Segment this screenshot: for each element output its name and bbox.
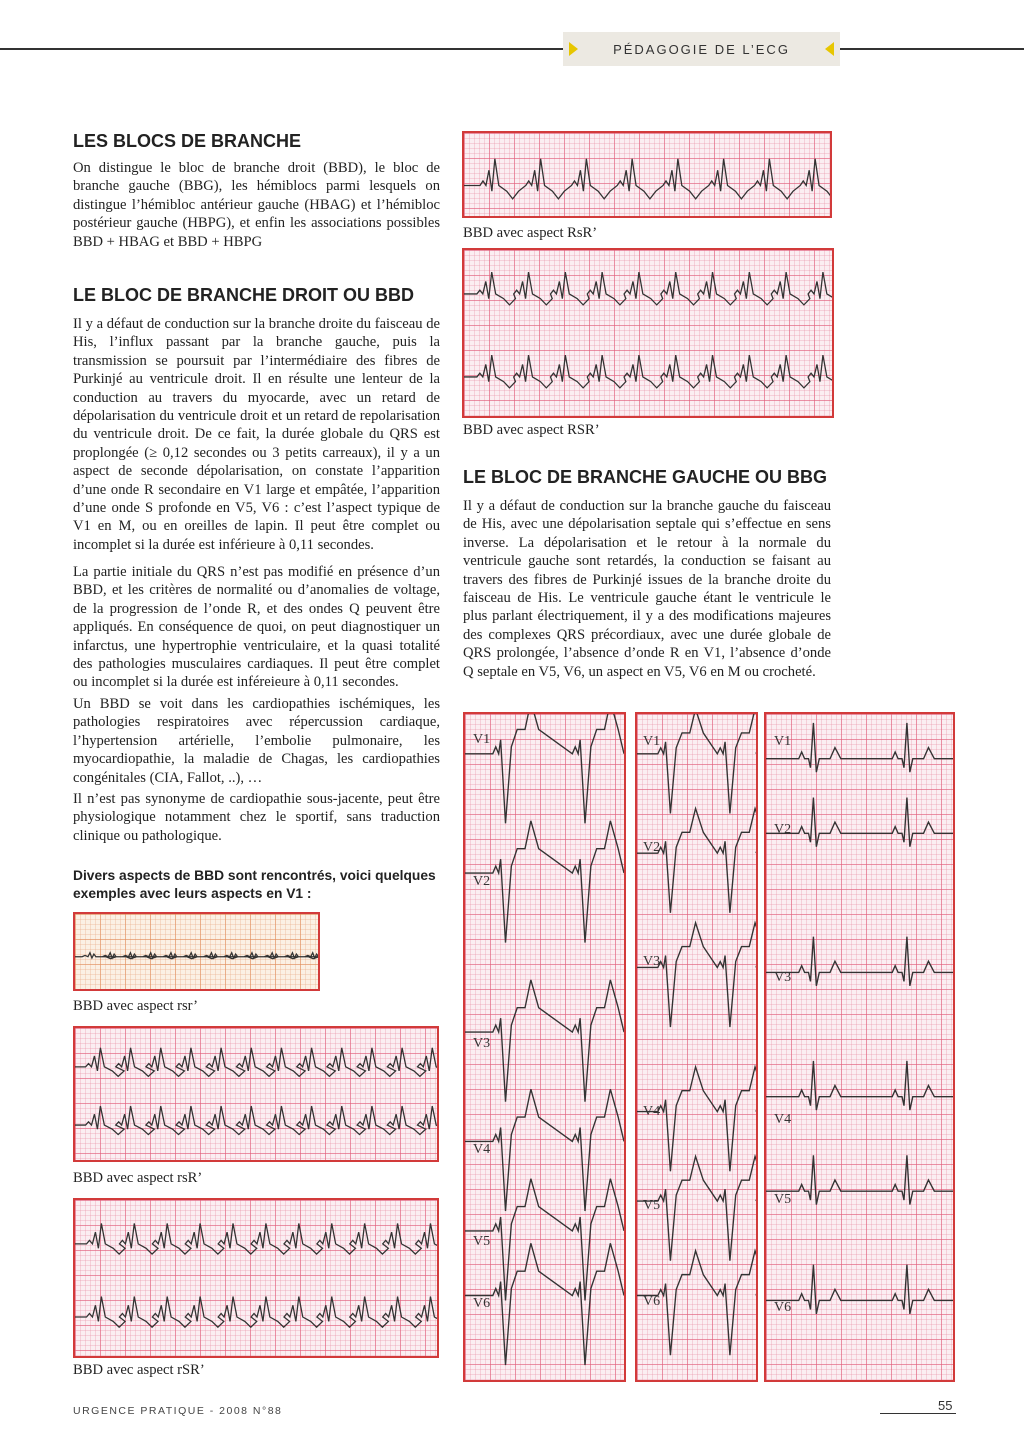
lead-label-v3: V3	[643, 954, 661, 969]
header-title: PÉDAGOGIE DE L’ECG	[613, 41, 790, 57]
journal-footer: URGENCE PRATIQUE - 2008 N°88	[73, 1405, 283, 1417]
paragraph-bbg: Il y a défaut de conduction sur la branche gauche du faisceau de His, avec une dépolarisation septale qui s’effectue en sens inverse. La dépolarisation et le retour à la normale du ventricule gauche sont retardés, la conduction se faisant au travers des fibres de Purkinjé issues de la branche droite du faisceau de His. Le ventricule gauche étant le ventricule le plus parlant électriquement, il y a des modifications majeures des complexes QRS précordiaux, avec une durée globale de QRS prolongée, l’absence d’onde R en V1, l’absence d’onde Q septale en V5, V6, un aspect en V5, V6 en M ou crocheté.	[463, 498, 831, 680]
heading-blocs: LES BLOCS DE BRANCHE	[73, 131, 302, 151]
paragraph-bbd-3: Un BBD se voit dans les cardiopathies ischémiques, les pathologies respiratoires avec répercussion cardiaque, l’hypertension artérielle, l’embolie pulmonaire, les myocardiopathie, la maladie de Chagas, les cardiopathies congénitales (CIA, Fallot, ..), …	[73, 696, 440, 786]
ecg-trace	[75, 1028, 437, 1160]
lead-label-v6: V6	[774, 1300, 792, 1315]
ecg-trace	[464, 250, 832, 416]
caption-rsR: BBD avec aspect rsR’	[73, 1170, 203, 1186]
caption-rSR: BBD avec aspect rSR’	[73, 1362, 205, 1378]
ecg-trace	[75, 1200, 437, 1356]
lead-label-v3: V3	[774, 970, 792, 985]
lead-label-v1: V1	[774, 734, 792, 749]
lead-label-v3: V3	[473, 1036, 491, 1051]
lead-label-v6: V6	[473, 1296, 491, 1311]
heading-bbd: LE BLOC DE BRANCHE DROIT OU BBD	[73, 285, 414, 305]
caption-RSR: BBD avec aspect RSR’	[463, 422, 600, 438]
lead-label-v1: V1	[643, 734, 661, 749]
paragraph-bbd-4: Il n’est pas synonyme de cardiopathie sous-jacente, peut être physiologique notamment chez le sportif, sans traduction clinique ou pathologique.	[73, 791, 440, 844]
ecg-trace	[766, 714, 953, 1380]
header-rule-left	[0, 48, 563, 50]
ecg-strip-RSR	[462, 248, 834, 418]
ecg-strip-rsr	[73, 912, 320, 991]
ecg-trace	[464, 133, 830, 216]
ecg-panel-bbg-3	[764, 712, 955, 1382]
triangle-left-icon	[825, 42, 834, 56]
lead-label-v2: V2	[774, 822, 792, 837]
ecg-strip-rSR	[73, 1198, 439, 1358]
ecg-trace	[75, 914, 318, 989]
paragraph-blocs: On distingue le bloc de branche droit (BBD), le bloc de branche gauche (BBG), les hémiblocs parmi lesquels on distingue l’hémibloc antérieur gauche (HBAG) et l’hémibloc postérieur gauche (HBPG), et enfin les associations possibles BBD + HBAG et BBD + HBPG	[73, 160, 440, 250]
lead-label-v4: V4	[473, 1142, 491, 1157]
lead-label-v4: V4	[643, 1104, 661, 1119]
lead-label-v1: V1	[473, 732, 491, 747]
header-rule-right	[840, 48, 1024, 50]
ecg-strip-rsR	[73, 1026, 439, 1162]
lead-label-v5: V5	[774, 1192, 792, 1207]
heading-bbg: LE BLOC DE BRANCHE GAUCHE OU BBG	[463, 467, 828, 487]
lead-label-v5: V5	[473, 1234, 491, 1249]
lead-label-v4: V4	[774, 1112, 792, 1127]
paragraph-bbd-1: Il y a défaut de conduction sur la branche droite du faisceau de His, l’influx passant par la branche gauche, puis la transmission se poursuit par l’intermédiaire des fibres de Purkinjé au ventricule droit. Il en résulte une lenteur de la conduction au travers du myocarde, avec un retard de dépolarisation du ventricule droit et un retard de repolarisation du ventricule droit. De ce fait, la durée globale du QRS est proplongée (≥ 0,12 secondes ou 3 petits carreaux), il y a un aspect de seconde dépolarisation, on constate l’apparition d’une onde R secondaire en V1 large et empâtée, l’apparition d’une onde S profonde en V5, V6 : c’est l’aspect typique de V1 en M, ou en oreilles de lapin. Il peut être complet ou incomplet si la durée est inférieure à 0,11 secondes.	[73, 316, 440, 553]
caption-RsR: BBD avec aspect RsR’	[463, 225, 598, 241]
caption-rsr: BBD avec aspect rsr’	[73, 998, 198, 1014]
section-header	[563, 32, 840, 66]
examples-intro: Divers aspects de BBD sont rencontrés, voici quelques exemples avec leurs aspects en V1 :	[73, 868, 436, 901]
page-number-rule	[880, 1413, 956, 1414]
lead-label-v2: V2	[473, 874, 491, 889]
lead-label-v6: V6	[643, 1294, 661, 1309]
ecg-strip-RsR	[462, 131, 832, 218]
page-number: 55	[938, 1398, 953, 1413]
paragraph-bbd-2: La partie initiale du QRS n’est pas modifié en présence d’un BBD, et les critères de normalité ou d’anomalies de voltage, de la progression de l’onde R, et des ondes Q peuvent être appliqués. En conséquence de quoi, on peut diagnostiquer un infarctus, une hypertrophie ventriculaire, et la quasi totalité des pathologies musculaires cardiaques. Il peut être complet ou incomplet si la durée est inféreieure à 0,11 secondes.	[73, 564, 440, 691]
ecg-panel-bbg-1	[463, 712, 626, 1382]
lead-label-v5: V5	[643, 1198, 661, 1213]
ecg-panel-bbg-2	[635, 712, 758, 1382]
lead-label-v2: V2	[643, 840, 661, 855]
triangle-right-icon	[569, 42, 578, 56]
ecg-trace	[637, 714, 756, 1380]
